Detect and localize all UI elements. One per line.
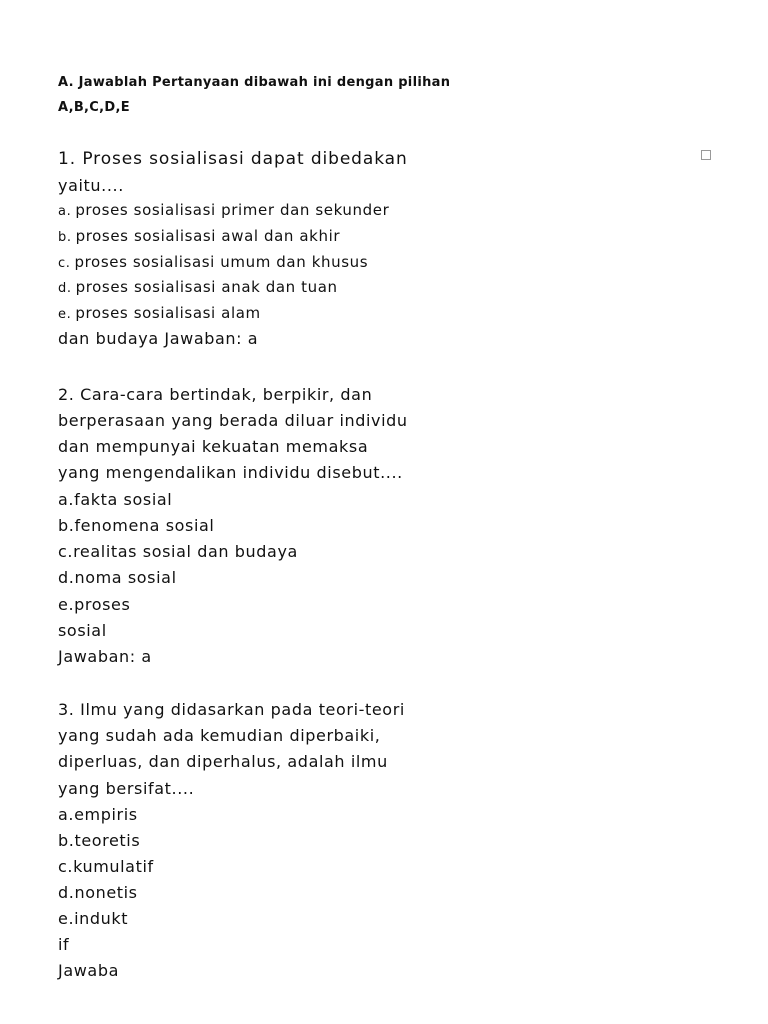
option-letter: e. — [58, 909, 75, 928]
option-text: proses — [74, 595, 131, 614]
q3-line-3: diperluas, dan diperhalus, adalah ilmu — [58, 752, 388, 771]
option-letter: d. — [58, 568, 75, 587]
q3-option-c — [58, 857, 154, 876]
option-letter: c. — [58, 256, 71, 271]
q2-line-2: berperasaan yang berada diluar individu — [58, 411, 408, 430]
option-letter: e. — [58, 307, 72, 322]
q2-line-4: yang mengendalikan individu disebut.... — [58, 463, 403, 482]
q3-option-d — [58, 883, 138, 902]
q1-option-a — [58, 201, 389, 219]
q1-line-1: 1. Proses sosialisasi dapat dibedakan — [58, 149, 408, 169]
q2-option-e — [58, 595, 130, 614]
option-text: proses sosialisasi alam — [75, 304, 261, 322]
option-letter: d. — [58, 281, 72, 296]
option-text: noma sosial — [74, 568, 177, 587]
q2-option-b — [58, 516, 214, 535]
q1-option-e — [58, 304, 261, 322]
q1-option-b — [58, 227, 340, 245]
option-text: proses sosialisasi primer dan sekunder — [75, 201, 390, 219]
option-letter: c. — [58, 857, 74, 876]
option-text: teoretis — [74, 831, 141, 850]
option-letter: e. — [58, 595, 75, 614]
option-letter: b. — [58, 831, 75, 850]
q3-line-4: yang bersifat.... — [58, 779, 195, 798]
q1-tail: dan budaya Jawaban: a — [58, 329, 259, 348]
option-letter: b. — [58, 230, 72, 245]
option-text: fenomena sosial — [74, 516, 215, 535]
checkbox-icon[interactable] — [701, 150, 711, 160]
option-letter: a. — [58, 204, 72, 219]
option-letter: b. — [58, 516, 75, 535]
option-letter: a. — [58, 805, 75, 824]
option-letter: c. — [58, 542, 74, 561]
q2-line-1: 2. Cara-cara bertindak, berpikir, dan — [58, 385, 373, 404]
option-text: empiris — [74, 805, 138, 824]
q2-tail-2: Jawaban: a — [58, 647, 152, 666]
q3-option-b — [58, 831, 140, 850]
q2-option-d — [58, 568, 177, 587]
q1-option-d — [58, 278, 338, 296]
q2-tail-1: sosial — [58, 621, 107, 640]
option-letter: d. — [58, 883, 75, 902]
option-text: kumulatif — [73, 857, 154, 876]
q3-option-e — [58, 909, 128, 928]
option-text: indukt — [74, 909, 129, 928]
option-text: fakta sosial — [74, 490, 173, 509]
option-letter: a. — [58, 490, 75, 509]
instruction-line-1: A. Jawablah Pertanyaan dibawah ini dengan pilihan — [58, 75, 451, 90]
q3-tail-2: Jawaba — [58, 961, 119, 980]
q3-tail-1: if — [58, 935, 70, 954]
option-text: realitas sosial dan budaya — [73, 542, 298, 561]
option-text: proses sosialisasi awal dan akhir — [75, 227, 341, 245]
q3-line-1: 3. Ilmu yang didasarkan pada teori-teori — [58, 700, 405, 719]
instruction-line-2: A,B,C,D,E — [58, 100, 130, 115]
q2-line-3: dan mempunyai kekuatan memaksa — [58, 437, 369, 456]
option-text: nonetis — [74, 883, 138, 902]
q2-option-c — [58, 542, 298, 561]
q3-line-2: yang sudah ada kemudian diperbaiki, — [58, 726, 381, 745]
q1-line-2: yaitu.... — [58, 176, 124, 195]
option-text: proses sosialisasi anak dan tuan — [75, 278, 338, 296]
q3-option-a — [58, 805, 138, 824]
option-text: proses sosialisasi umum dan khusus — [74, 253, 369, 271]
q2-option-a — [58, 490, 172, 509]
q1-option-c — [58, 253, 368, 271]
